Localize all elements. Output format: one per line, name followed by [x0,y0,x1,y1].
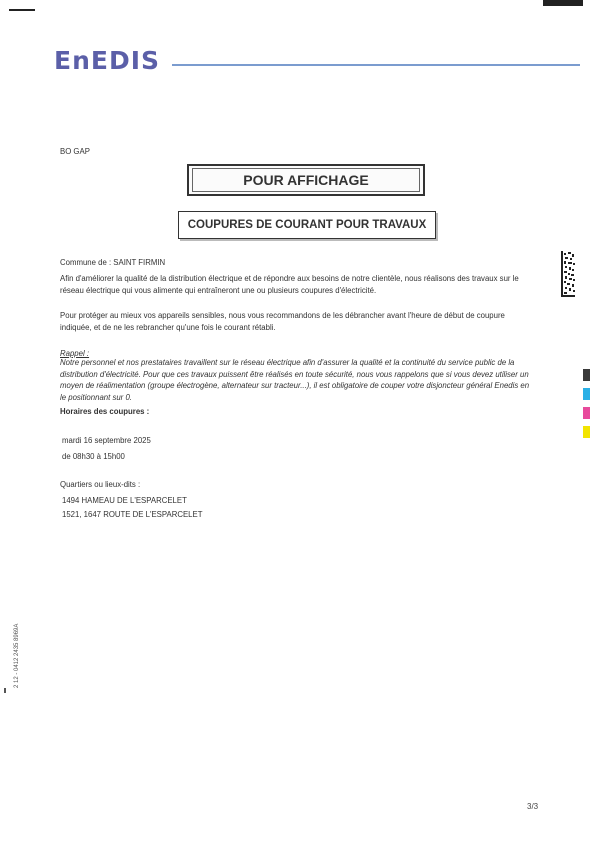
rappel-text: Notre personnel et nos prestataires travaillent sur le réseau électrique afin d'assurer la qualité et la continuité du service public de la distribution d'électricité. Pour que ces travaux puissent être réalisés en toute sécurité, nous vous rappelons que si vous devez utiliser un moyen de réalimentation (groupe électrogène, alternateur sur tracteur...), il est obligatoire de couper votre disjoncteur général Enedis en le positionnant sur 0. [60,358,530,402]
quartier-item: 1494 HAMEAU DE L'ESPARCELET [62,496,187,505]
outage-hours: de 08h30 à 15h00 [62,452,125,461]
scan-mark [9,9,35,11]
rappel-title: Rappel : [60,349,90,358]
header-rule [172,64,580,66]
enedis-logo: EnEDIS [54,46,161,75]
print-swatch-cyan [583,388,590,400]
subtitle: COUPURES DE COURANT POUR TRAVAUX [187,219,427,231]
datamatrix-code [561,251,575,297]
horaires-title: Horaires des coupures : [60,407,150,416]
advice-paragraph: Pour protéger au mieux vos appareils sensibles, nous vous recommandons de les débrancher avant l'heure de début de coupure indiquée, et de ne les rebrancher qu'une fois le courant rétabli. [60,311,505,332]
quartier-item: 1521, 1647 ROUTE DE L'ESPARCELET [62,510,203,519]
page-number: 3/3 [527,802,539,811]
print-swatch-yellow [583,426,590,438]
print-swatch-black [583,369,590,381]
commune: Commune de : SAINT FIRMIN [60,258,166,267]
main-title: POUR AFFICHAGE [192,168,420,192]
scan-mark [543,0,583,6]
office-label: BO GAP [60,147,90,156]
margin-code: 2 12 - 0412 2435 8969A [14,623,20,688]
subtitle-box [178,211,436,239]
print-swatch-magenta [583,407,590,419]
intro-paragraph: Afin d'améliorer la qualité de la distribution électrique et de répondre aux besoins de notre clientèle, nous réalisons des travaux sur le réseau électrique qui vous alimente qui entraîneront une ou plusieurs coupures d'électricité. [60,274,519,295]
outage-date: mardi 16 septembre 2025 [62,436,151,445]
scan-mark [4,688,6,693]
quartiers-title: Quartiers ou lieux-dits : [60,480,141,489]
title-box [187,164,425,196]
